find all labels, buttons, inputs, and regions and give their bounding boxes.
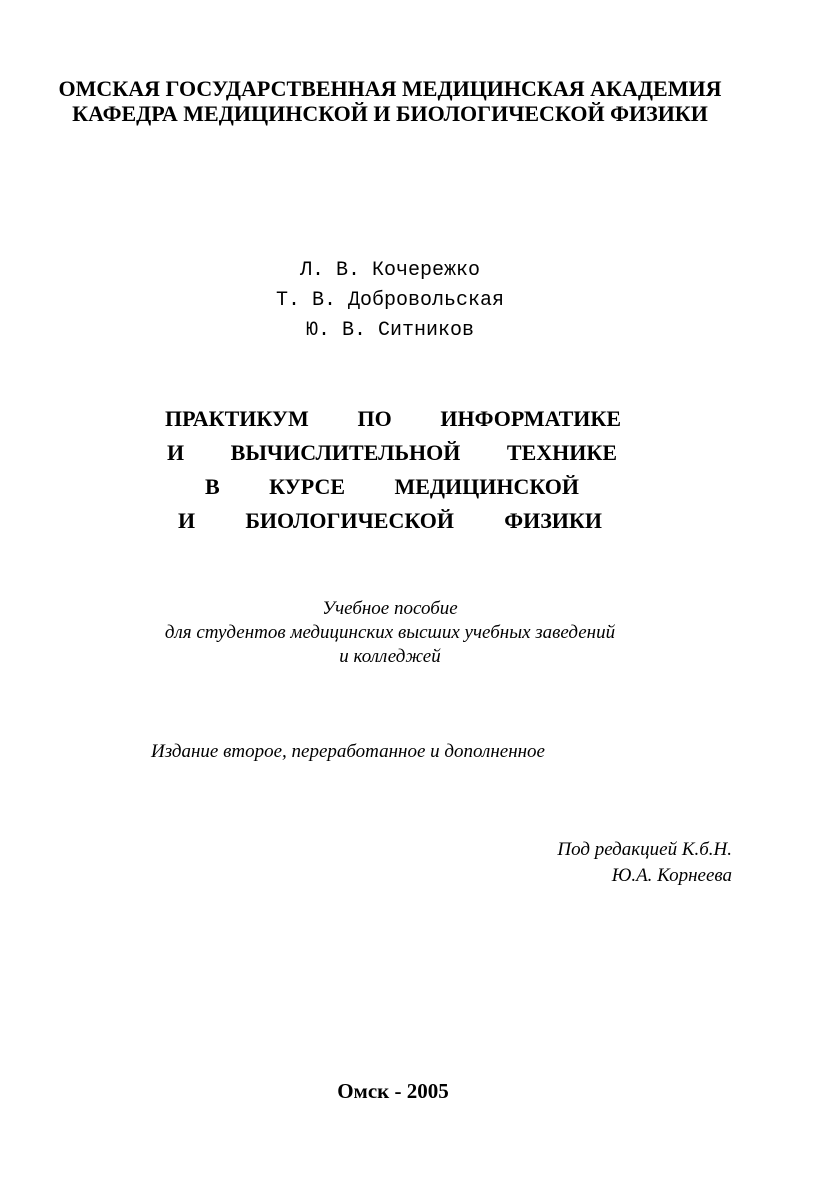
- author-name: Ю. В. Ситников: [305, 319, 475, 342]
- book-subtitle: [0, 597, 780, 669]
- title-line: [205, 470, 579, 504]
- academy-name: ОМСКАЯ ГОСУДАРСТВЕННАЯ МЕДИЦИНСКАЯ АКАДЕМИЯ: [58, 76, 722, 101]
- editor-label: Под редакцией К.б.Н.: [557, 839, 732, 860]
- place-year: Омск - 2005: [337, 1079, 449, 1103]
- edition-note: Издание второе, переработанное и дополненное: [151, 741, 545, 762]
- title-word: И: [167, 440, 185, 465]
- editor-credit: [400, 837, 732, 889]
- title-word: ИНФОРМАТИКЕ: [440, 406, 621, 431]
- title-line: [178, 504, 602, 538]
- author-name: Л. В. Кочережко: [299, 259, 481, 282]
- author-name: Т. В. Добровольская: [275, 289, 505, 312]
- title-line: [165, 402, 621, 436]
- title-line: [167, 436, 617, 470]
- subtitle-audience-cont: и колледжей: [339, 646, 441, 667]
- authors-list: [0, 256, 780, 346]
- title-word: ВЫЧИСЛИТЕЛЬНОЙ: [230, 440, 461, 465]
- title-word: И: [178, 508, 196, 533]
- institution-header: [0, 76, 780, 126]
- title-word: КУРСЕ: [269, 474, 346, 499]
- title-word: ФИЗИКИ: [504, 508, 602, 533]
- subtitle-audience: для студентов медицинских высших учебных заведений: [164, 622, 616, 643]
- subtitle-type: Учебное пособие: [322, 598, 458, 619]
- title-word: ПО: [357, 406, 392, 431]
- title-word: ТЕХНИКЕ: [506, 440, 617, 465]
- title-word: БИОЛОГИЧЕСКОЙ: [245, 508, 454, 533]
- editor-name: Ю.А. Корнеева: [611, 865, 732, 886]
- title-word: В: [205, 474, 220, 499]
- title-word: МЕДИЦИНСКОЙ: [394, 474, 579, 499]
- title-word: ПРАКТИКУМ: [165, 406, 309, 431]
- department-name: КАФЕДРА МЕДИЦИНСКОЙ И БИОЛОГИЧЕСКОЙ ФИЗИКИ: [72, 101, 708, 126]
